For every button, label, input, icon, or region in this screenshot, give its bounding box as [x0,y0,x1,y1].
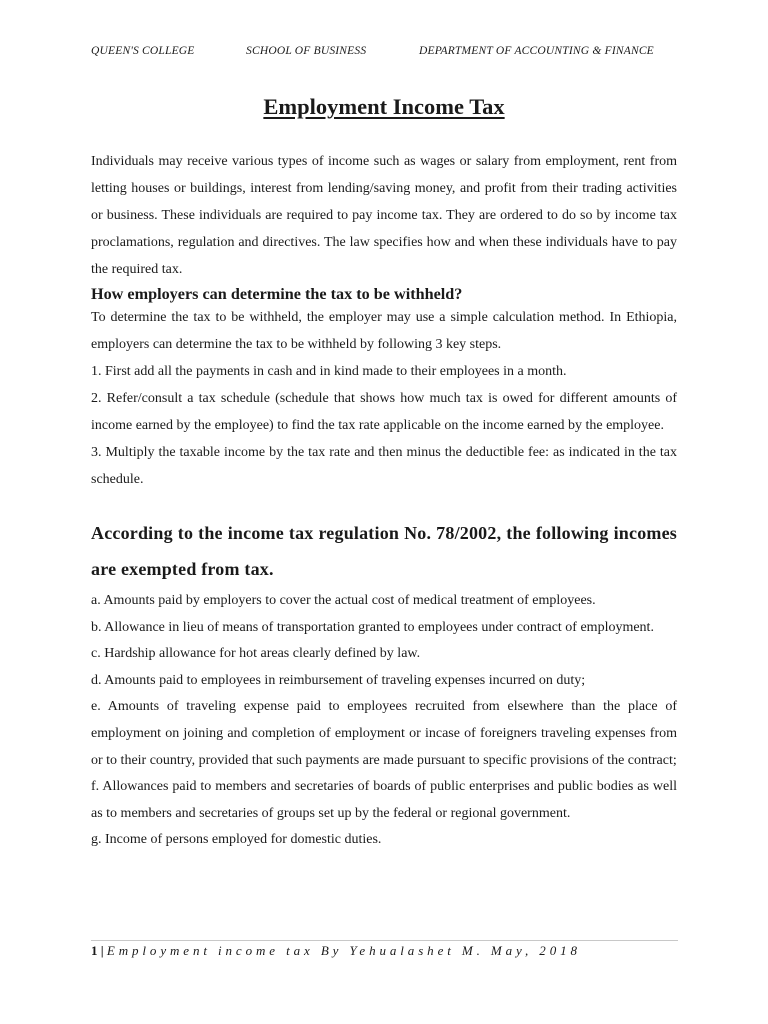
header-college: QUEEN'S COLLEGE [91,45,195,57]
withholding-paragraph: To determine the tax to be withheld, the employer may use a simple calculation method. In Ethiopia, employers can determine the tax to be withheld by following 3 key steps. [91,310,677,352]
exemptions-heading: According to the income tax regulation No. 78/2002, the following incomes are exempted from tax. [91,523,677,579]
page-number: 1 | [91,943,104,958]
page-title: Employment Income Tax [263,94,505,119]
exemption-item: f. Allowances paid to members and secretaries of boards of public enterprises and public bodies as well as to members and secretaries of groups set up by the federal or regional government. [91,779,677,821]
withholding-step: 3. Multiply the taxable income by the tax rate and then minus the deductible fee: as indicated in the tax schedule. [91,445,677,487]
exemption-item: d. Amounts paid to employees in reimbursement of traveling expenses incurred on duty; [91,672,586,688]
exemption-item: c. Hardship allowance for hot areas clearly defined by law. [91,646,421,662]
withholding-step: 1. First add all the payments in cash and in kind made to their employees in a month. [91,364,567,379]
page-header [91,45,691,61]
header-school: SCHOOL OF BUSINESS [246,45,367,57]
intro-paragraph: Individuals may receive various types of income such as wages or salary from employment, rent from letting houses or buildings, interest from lending/saving money, and profit from their trading activities or business. These individuals are required to pay income tax. They are ordered to do so by income tax proclamations, regulation and directives. The law specifies how and when these individuals have to pay the required tax. [91,154,677,277]
exemption-item: g. Income of persons employed for domestic duties. [91,832,382,848]
footer-text: Employment income tax By Yehualashet M. May, 2018 [106,943,581,958]
exemption-item: b. Allowance in lieu of means of transportation granted to employees under contract of employment. [91,619,654,635]
footer-divider [91,940,678,941]
withholding-steps [91,304,677,493]
exemptions-list [91,588,677,854]
header-department: DEPARTMENT OF ACCOUNTING & FINANCE [419,45,654,57]
exemption-item: a. Amounts paid by employers to cover the actual cost of medical treatment of employees. [91,593,596,608]
withholding-step: 2. Refer/consult a tax schedule (schedule that shows how much tax is owed for different amounts of income earned by the employee) to find the tax rate applicable on the income earned by the employee. [91,391,677,433]
page-footer [91,943,678,959]
withholding-heading: How employers can determine the tax to be withheld? [91,285,463,303]
exemption-item: e. Amounts of traveling expense paid to employees recruited from elsewhere than the place of employment on joining and completion of employment or incase of foreigners traveling expenses from or to their country, provided that such payments are made pursuant to specific provisions of the contract; [91,699,677,768]
